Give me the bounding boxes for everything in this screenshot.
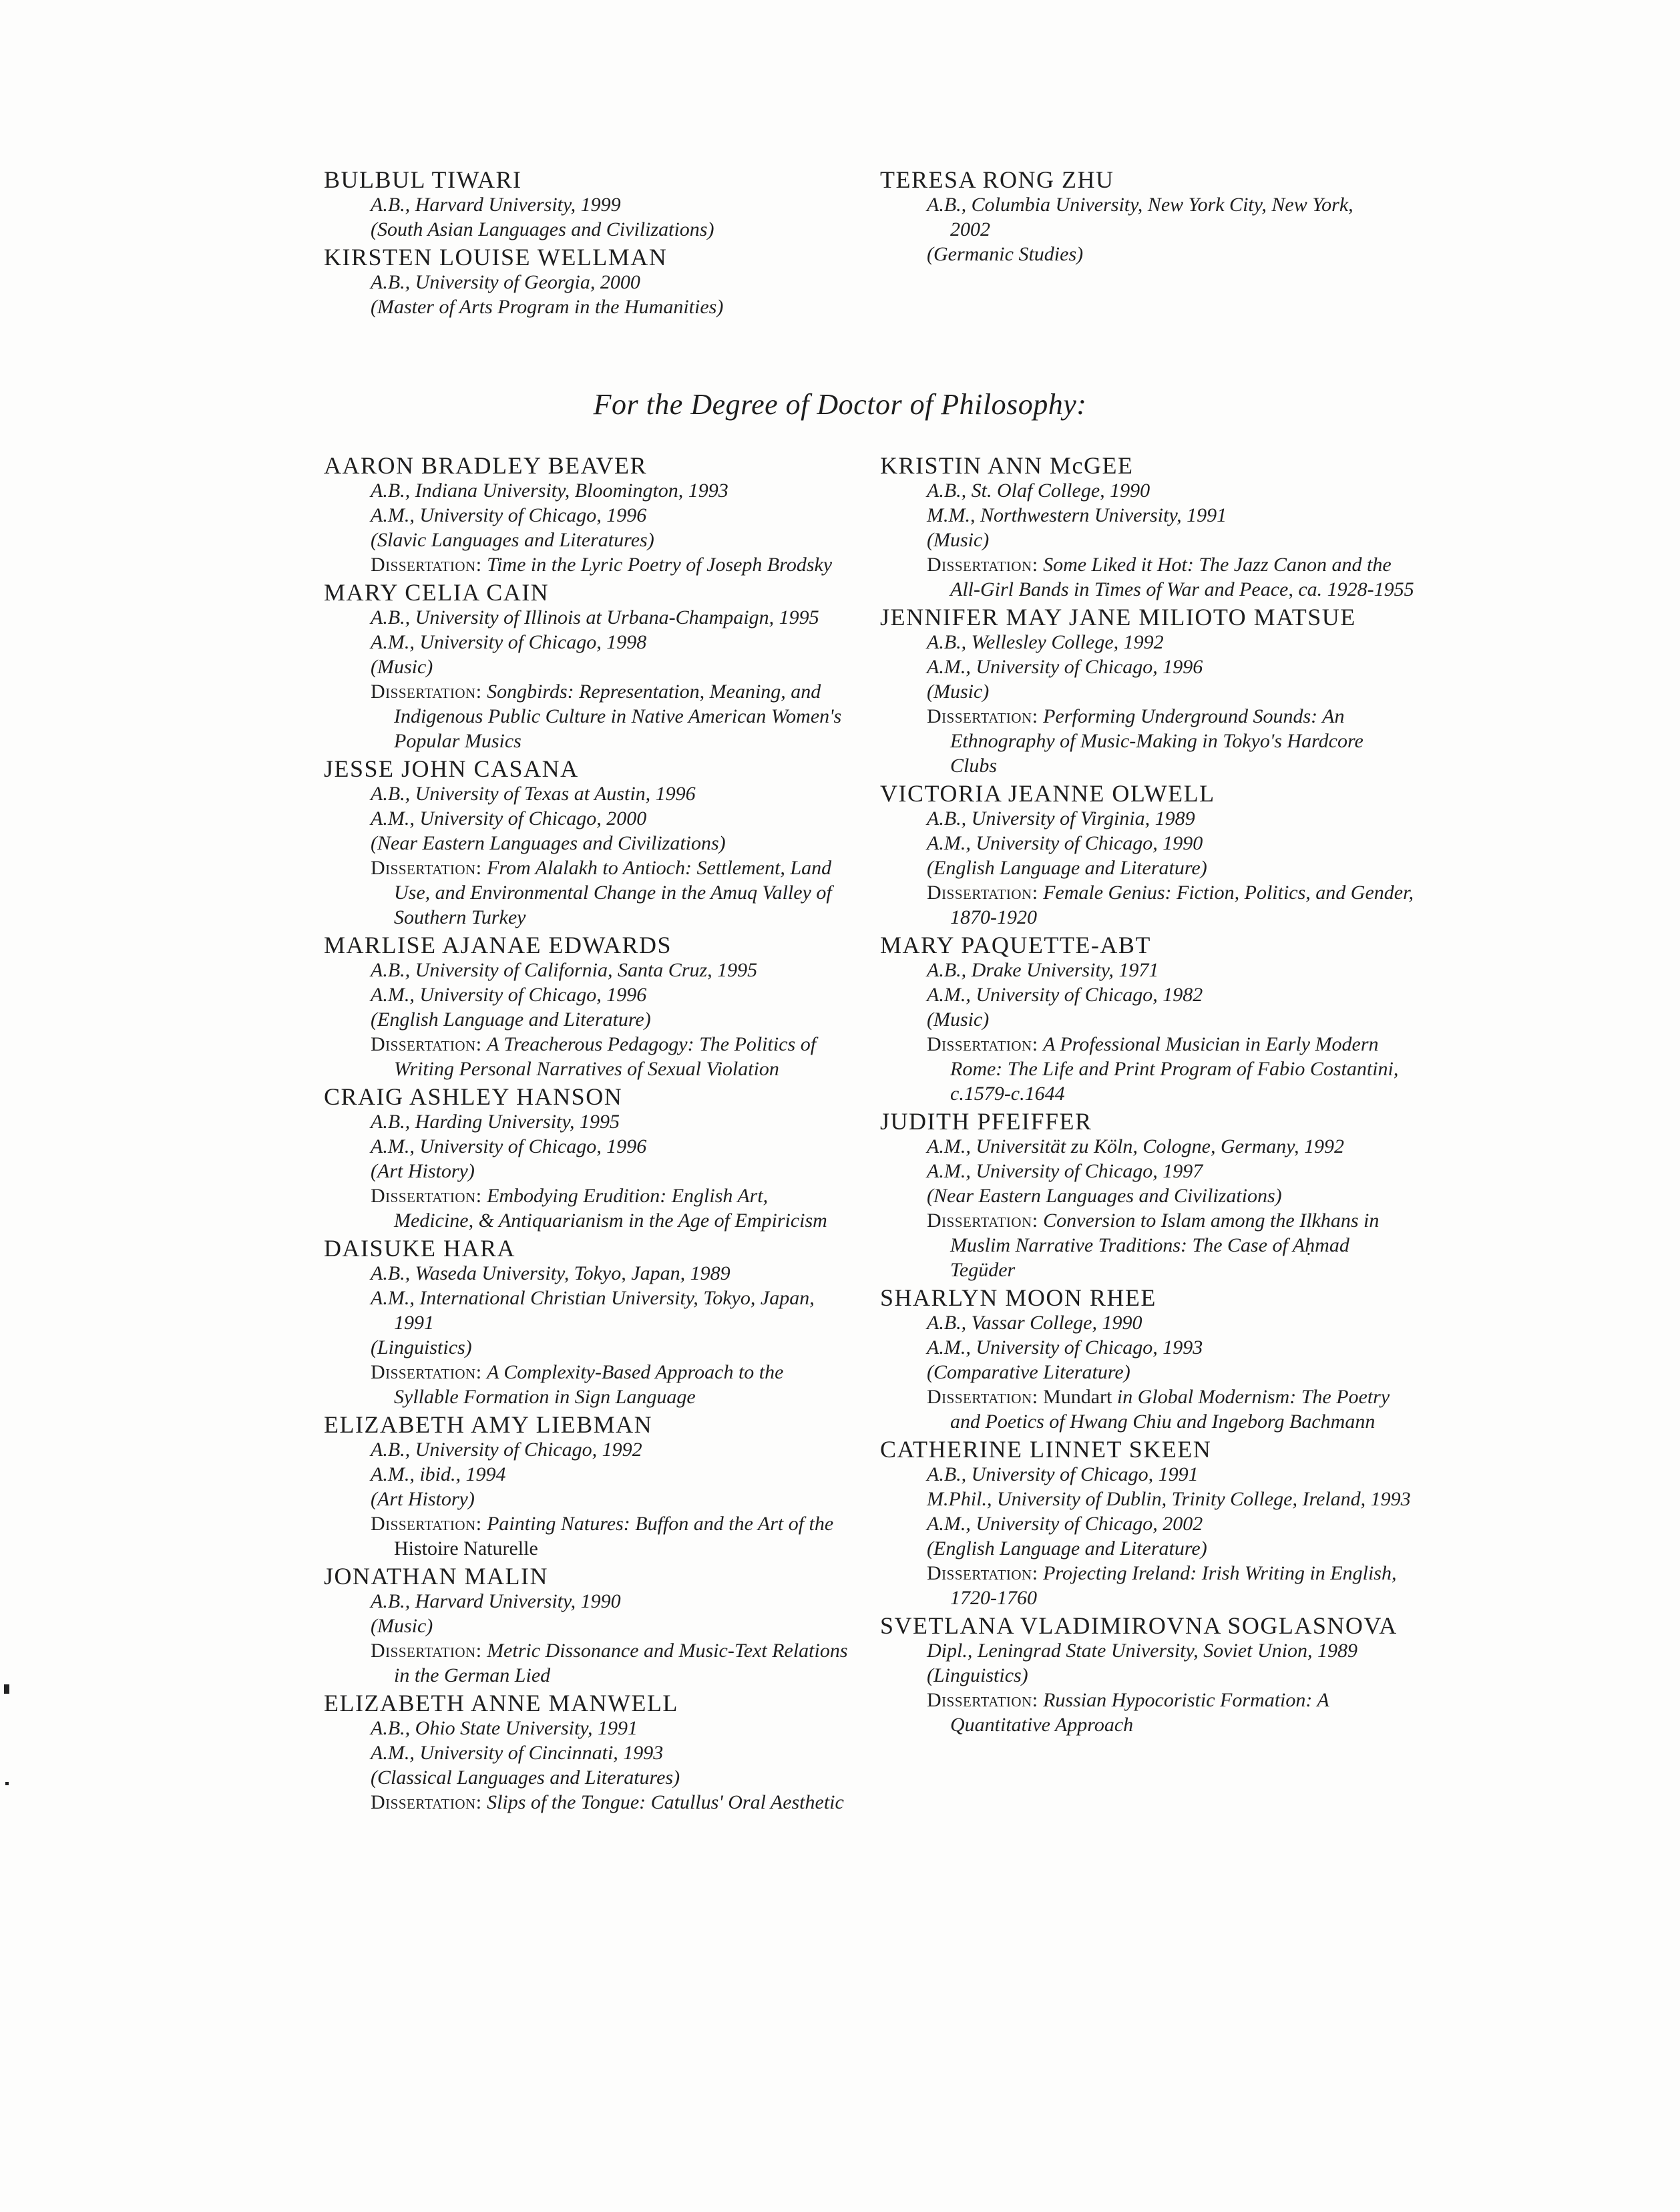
dissertation-title: Songbirds: Representation, Meaning, and Indigenous Public Culture in Native American Women's Popular Musics: [394, 681, 842, 752]
dissertation-title: Mundart: [1043, 1386, 1112, 1408]
dissertation-label: Dissertation:: [371, 857, 482, 879]
degree-line: A.M., University of Chicago, 1998: [371, 631, 647, 653]
graduate-entry: [324, 453, 851, 577]
degree-line: A.M., University of Chicago, 1996: [371, 504, 647, 526]
graduate-name: KRISTIN ANN McGEE: [880, 452, 1134, 479]
graduate-name: DAISUKE HARA: [324, 1235, 515, 1262]
graduate-name: SHARLYN MOON RHEE: [880, 1284, 1157, 1311]
department-line: (Art History): [371, 1160, 475, 1182]
degree-line: A.B., Harvard University, 1990: [371, 1590, 621, 1612]
graduate-entry: [324, 1690, 851, 1815]
department-line: (Music): [371, 656, 433, 678]
department-line: (Classical Languages and Literatures): [371, 1767, 680, 1789]
graduate-name: MARLISE AJANAE EDWARDS: [324, 932, 672, 958]
dissertation-title: Russian Hypocoristic Formation: A Quantitative Approach: [950, 1689, 1329, 1736]
dissertation-line: [347, 552, 851, 577]
degree-line: A.B., Waseda University, Tokyo, Japan, 1989: [371, 1262, 730, 1284]
degree-line: A.B., Indiana University, Bloomington, 1993: [371, 480, 728, 502]
dissertation-title: A Professional Musician in Early Modern Rome: The Life and Print Program of Fabio Costantini, c.1579-c.1644: [950, 1033, 1399, 1105]
dissertation-label: Dissertation:: [371, 681, 482, 703]
graduate-name: KIRSTEN LOUISE WELLMAN: [324, 244, 668, 270]
degree-line: M.M., Northwestern University, 1991: [927, 504, 1227, 526]
department-line: (Near Eastern Languages and Civilizations): [927, 1185, 1282, 1207]
dissertation-line: [903, 1385, 1414, 1434]
dissertation-label: Dissertation:: [927, 554, 1038, 576]
graduate-entry: [880, 453, 1414, 602]
department-line: (Music): [371, 1615, 433, 1637]
dissertation-label: Dissertation:: [371, 1640, 482, 1662]
dissertation-line: [347, 1360, 851, 1409]
phd-left-column: [324, 453, 851, 1817]
graduate-entry: [324, 1412, 851, 1561]
dissertation-title: Some Liked it Hot: The Jazz Canon and the All-Girl Bands in Times of War and Peace, ca. 1928-1955: [950, 554, 1414, 600]
department-line: (Music): [927, 1008, 990, 1031]
dissertation-title: Time in the Lyric Poetry of Joseph Brodsky: [487, 554, 833, 576]
dissertation-title: A Complexity-Based Approach to the Syllable Formation in Sign Language: [394, 1361, 784, 1408]
graduate-entry: [880, 167, 1374, 266]
dissertation-line: [347, 1790, 851, 1815]
department-line: (Slavic Languages and Literatures): [371, 529, 654, 551]
dissertation-title: in Global Modernism: The Poetry and Poetics of Hwang Chiu and Ingeborg Bachmann: [950, 1386, 1390, 1433]
department-line: (English Language and Literature): [371, 1008, 651, 1031]
dissertation-line: [903, 552, 1414, 602]
phd-right-column: [880, 453, 1414, 1740]
graduate-entry: [880, 1285, 1414, 1434]
dissertation-label: Dissertation:: [927, 705, 1038, 727]
graduate-entry: [880, 781, 1414, 930]
masters-right-column: [880, 167, 1374, 269]
graduate-name: JONATHAN MALIN: [324, 1563, 548, 1590]
dissertation-title: Female Genius: Fiction, Politics, and Gender, 1870-1920: [950, 882, 1414, 928]
degree-line: A.B., Wellesley College, 1992: [927, 631, 1164, 653]
graduate-name: BULBUL TIWARI: [324, 166, 522, 193]
department-line: (Master of Arts Program in the Humanities): [371, 296, 724, 318]
dissertation-line: [347, 1511, 851, 1561]
graduate-name: JUDITH PFEIFFER: [880, 1108, 1092, 1135]
degree-line: A.B., Harvard University, 1999: [371, 194, 621, 216]
degree-line: A.B., Harding University, 1995: [371, 1111, 620, 1133]
dissertation-title: From Alalakh to Antioch: Settlement, Land Use, and Environmental Change in the Amuq Valley of Southern Turkey: [394, 857, 832, 928]
degree-line: A.B., Columbia University, New York City, New York, 2002: [927, 194, 1353, 240]
graduate-entry: [324, 1563, 851, 1688]
graduate-name: CATHERINE LINNET SKEEN: [880, 1436, 1212, 1463]
department-line: (Near Eastern Languages and Civilizations): [371, 832, 726, 854]
dissertation-line: [347, 679, 851, 753]
dissertation-label: Dissertation:: [927, 1689, 1038, 1711]
degree-line: A.M., University of Chicago, 1996: [371, 1135, 647, 1157]
degree-line: A.B., University of Georgia, 2000: [371, 271, 640, 293]
department-line: (Linguistics): [371, 1336, 472, 1358]
degree-line: A.M., ibid., 1994: [371, 1463, 506, 1485]
dissertation-title: Painting Natures: Buffon and the Art of the: [487, 1513, 834, 1535]
dissertation-line: [347, 856, 851, 930]
degree-line: A.M., University of Chicago, 1990: [927, 832, 1203, 854]
dissertation-line: [903, 1032, 1414, 1106]
dissertation-title: Slips of the Tongue: Catullus' Oral Aesthetic: [487, 1791, 844, 1813]
department-line: (Art History): [371, 1488, 475, 1510]
department-line: (Linguistics): [927, 1664, 1028, 1686]
scan-mark: [5, 1782, 9, 1785]
graduate-name: JENNIFER MAY JANE MILIOTO MATSUE: [880, 604, 1356, 630]
degree-line: A.M., International Christian University, Tokyo, Japan, 1991: [371, 1287, 815, 1334]
dissertation-label: Dissertation:: [927, 882, 1038, 904]
graduate-entry: [324, 1084, 851, 1233]
department-line: (Comparative Literature): [927, 1361, 1130, 1383]
dissertation-label: Dissertation:: [927, 1033, 1038, 1055]
graduate-name: ELIZABETH AMY LIEBMAN: [324, 1411, 653, 1438]
dissertation-title: Embodying Erudition: English Art, Medicine, & Antiquarianism in the Age of Empiricism: [394, 1185, 827, 1232]
dissertation-label: Dissertation:: [927, 1210, 1038, 1232]
graduate-name: ELIZABETH ANNE MANWELL: [324, 1690, 678, 1716]
graduate-entry: [324, 1236, 851, 1409]
graduate-name: SVETLANA VLADIMIROVNA SOGLASNOVA: [880, 1612, 1398, 1639]
graduate-name: JESSE JOHN CASANA: [324, 755, 579, 782]
degree-line: A.B., St. Olaf College, 1990: [927, 480, 1150, 502]
degree-line: A.M., University of Chicago, 1982: [927, 984, 1203, 1006]
dissertation-line: [903, 1208, 1414, 1282]
degree-line: M.Phil., University of Dublin, Trinity College, Ireland, 1993: [927, 1488, 1411, 1510]
graduate-entry: [324, 244, 791, 319]
graduate-entry: [880, 604, 1414, 778]
degree-line: A.B., University of Illinois at Urbana-Champaign, 1995: [371, 606, 819, 628]
dissertation-title: Conversion to Islam among the Ilkhans in Muslim Narrative Traditions: The Case of Aḥmad Tegüder: [950, 1210, 1380, 1281]
degree-line: A.M., University of Chicago, 2000: [371, 807, 647, 830]
degree-line: A.B., Drake University, 1971: [927, 959, 1159, 981]
graduate-name: VICTORIA JEANNE OLWELL: [880, 780, 1215, 807]
department-line: (English Language and Literature): [927, 857, 1207, 879]
graduate-entry: [324, 167, 791, 242]
scan-mark: [4, 1684, 9, 1694]
degree-line: A.M., University of Chicago, 2002: [927, 1513, 1203, 1535]
department-line: (Music): [927, 681, 990, 703]
degree-line: A.M., University of Cincinnati, 1993: [371, 1742, 664, 1764]
degree-line: A.B., Vassar College, 1990: [927, 1312, 1142, 1334]
dissertation-label: Dissertation:: [927, 1562, 1038, 1584]
department-line: (Music): [927, 529, 990, 551]
graduate-entry: [880, 1613, 1414, 1737]
section-heading: For the Degree of Doctor of Philosophy:: [593, 388, 1087, 421]
dissertation-title: Metric Dissonance and Music-Text Relations in the German Lied: [394, 1640, 848, 1686]
dissertation-label: Dissertation:: [371, 554, 482, 576]
dissertation-label: Dissertation:: [371, 1185, 482, 1207]
department-line: (Germanic Studies): [927, 243, 1084, 265]
dissertation-label: Dissertation:: [927, 1386, 1038, 1408]
degree-line: A.B., University of Texas at Austin, 1996: [371, 783, 696, 805]
dissertation-title: Performing Underground Sounds: An Ethnography of Music-Making in Tokyo's Hardcore Clubs: [950, 705, 1363, 777]
graduate-entry: [324, 756, 851, 930]
dissertation-line: [347, 1638, 851, 1688]
degree-line: A.B., University of California, Santa Cruz, 1995: [371, 959, 758, 981]
department-line: (English Language and Literature): [927, 1537, 1207, 1559]
degree-line: A.B., Ohio State University, 1991: [371, 1717, 638, 1739]
graduate-name: MARY PAQUETTE-ABT: [880, 932, 1151, 958]
degree-line: A.M., University of Chicago, 1996: [371, 984, 647, 1006]
graduate-entry: [880, 1437, 1414, 1610]
dissertation-title: Histoire Naturelle: [394, 1537, 538, 1559]
dissertation-line: [347, 1183, 851, 1233]
degree-line: A.M., Universität zu Köln, Cologne, Germany, 1992: [927, 1135, 1344, 1157]
dissertation-title: Projecting Ireland: Irish Writing in English, 1720-1760: [950, 1562, 1397, 1609]
dissertation-line: [903, 704, 1414, 778]
dissertation-title: A Treacherous Pedagogy: The Politics of Writing Personal Narratives of Sexual Violation: [394, 1033, 817, 1080]
masters-left-column: [324, 167, 791, 322]
degree-line: A.B., University of Chicago, 1991: [927, 1463, 1199, 1485]
dissertation-label: Dissertation:: [371, 1361, 482, 1383]
dissertation-label: Dissertation:: [371, 1791, 482, 1813]
graduate-entry: [880, 932, 1414, 1106]
degree-line: A.M., University of Chicago, 1996: [927, 656, 1203, 678]
graduate-entry: [324, 580, 851, 753]
dissertation-label: Dissertation:: [371, 1513, 482, 1535]
degree-line: A.M., University of Chicago, 1993: [927, 1336, 1203, 1358]
degree-line: A.M., University of Chicago, 1997: [927, 1160, 1203, 1182]
degree-line: A.B., University of Chicago, 1992: [371, 1439, 642, 1461]
graduate-name: CRAIG ASHLEY HANSON: [324, 1083, 623, 1110]
graduate-name: MARY CELIA CAIN: [324, 579, 550, 606]
dissertation-label: Dissertation:: [371, 1033, 482, 1055]
department-line: (South Asian Languages and Civilizations): [371, 218, 714, 240]
degree-line: Dipl., Leningrad State University, Soviet Union, 1989: [927, 1640, 1357, 1662]
dissertation-line: [347, 1032, 851, 1081]
degree-line: A.B., University of Virginia, 1989: [927, 807, 1195, 830]
graduate-name: TERESA RONG ZHU: [880, 166, 1114, 193]
graduate-name: AARON BRADLEY BEAVER: [324, 452, 648, 479]
dissertation-line: [903, 880, 1414, 930]
dissertation-line: [903, 1561, 1414, 1610]
graduate-entry: [880, 1109, 1414, 1282]
dissertation-line: [903, 1688, 1414, 1737]
graduate-entry: [324, 932, 851, 1081]
